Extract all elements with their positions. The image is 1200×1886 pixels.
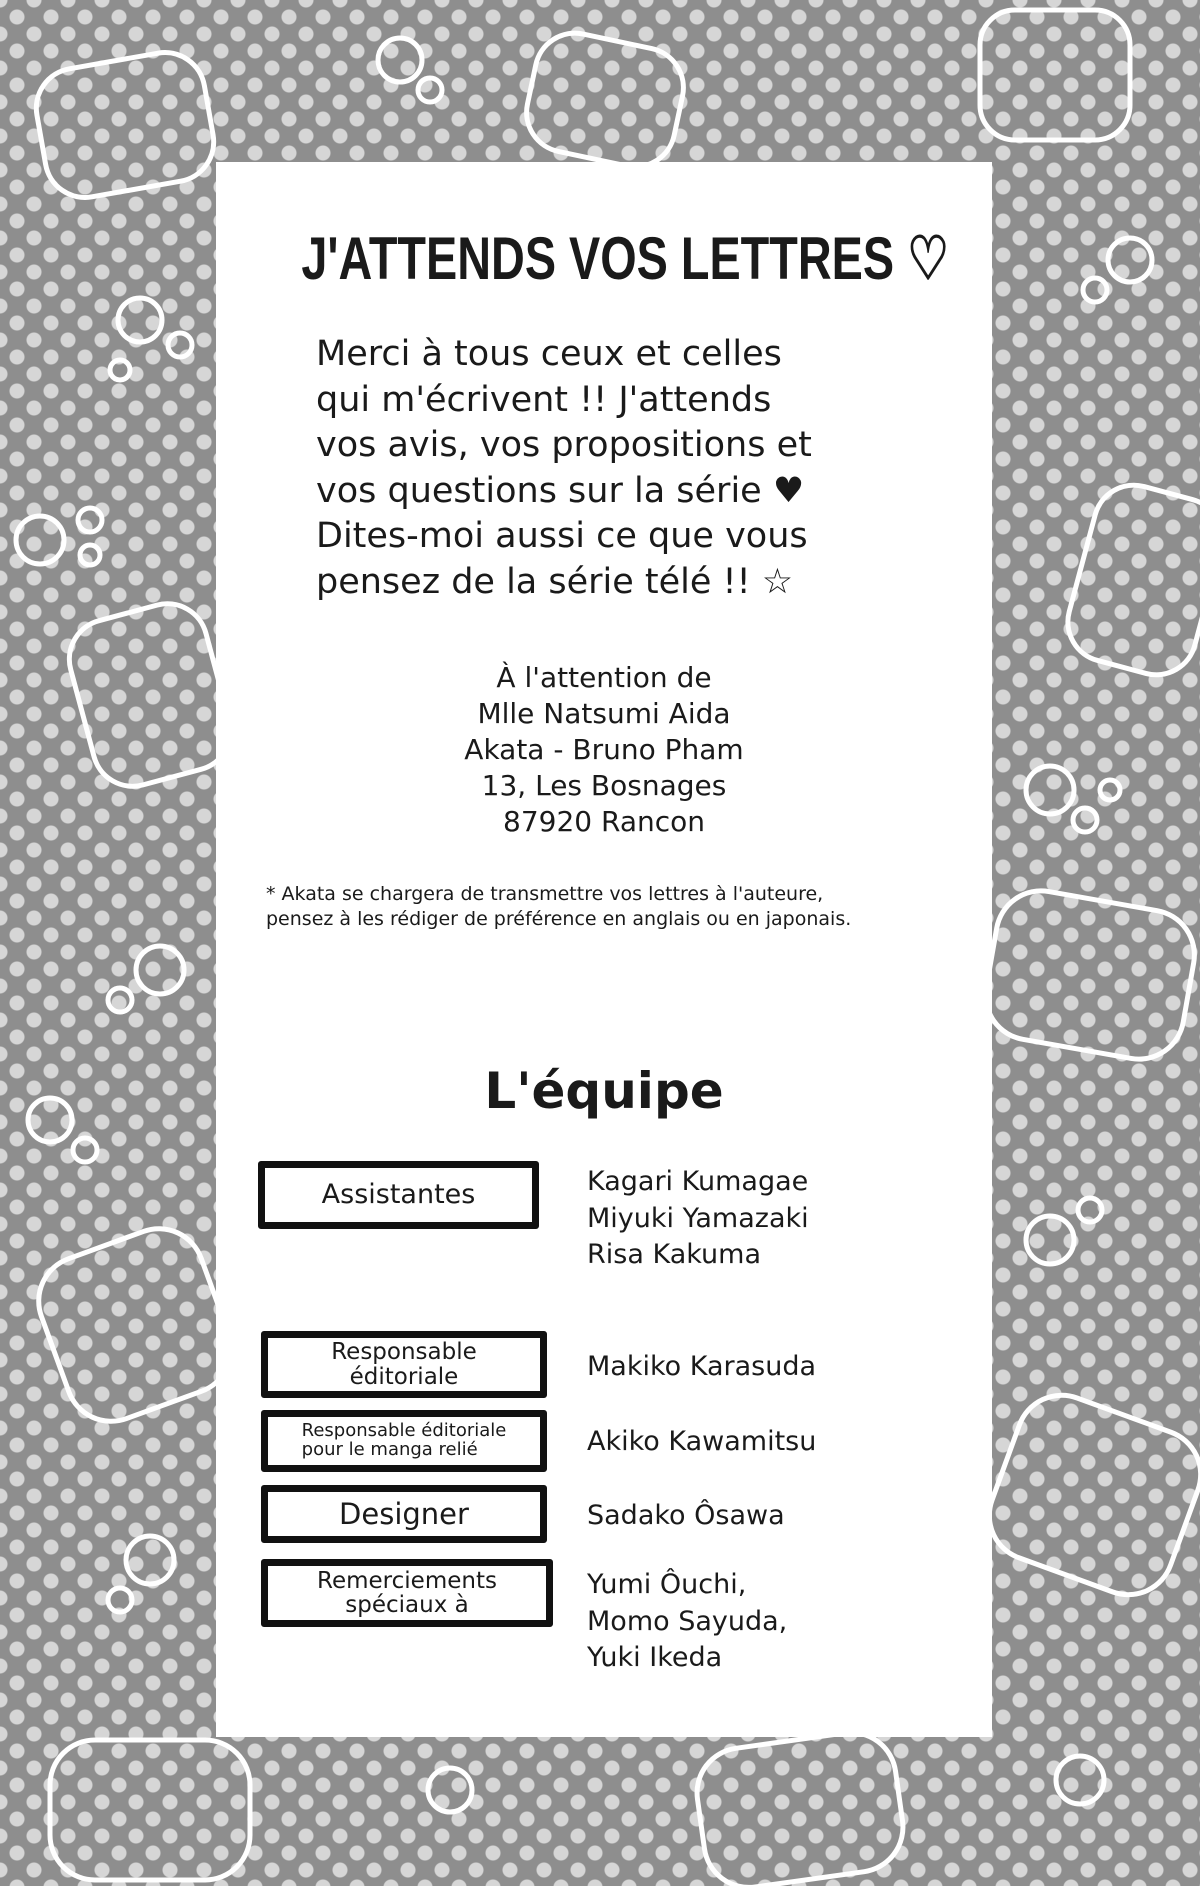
message-line: Merci à tous ceux et celles bbox=[316, 334, 782, 374]
names-assistantes bbox=[587, 1164, 809, 1274]
message-paragraph bbox=[316, 332, 812, 605]
team-heading: L'équipe bbox=[484, 1062, 724, 1120]
names-editor bbox=[587, 1349, 816, 1386]
address-line: Akata - Bruno Pham bbox=[464, 733, 744, 766]
address-line: À l'attention de bbox=[496, 661, 712, 694]
address-line: 13, Les Bosnages bbox=[481, 769, 727, 802]
person-name: Risa Kakuma bbox=[587, 1239, 761, 1270]
footnote-line: pensez à les rédiger de préférence en anglais ou en japonais. bbox=[266, 908, 852, 930]
person-name: Yuki Ikeda bbox=[587, 1642, 723, 1673]
role-box-thanks bbox=[261, 1559, 553, 1627]
person-name: Yumi Ôuchi, bbox=[587, 1569, 747, 1600]
person-name: Sadako Ôsawa bbox=[587, 1500, 785, 1531]
person-name: Miyuki Yamazaki bbox=[587, 1202, 809, 1234]
message-line: vos questions sur la série ♥ bbox=[316, 470, 805, 511]
address-line: Mlle Natsumi Aida bbox=[477, 697, 731, 730]
role-box-bound-editor bbox=[261, 1410, 547, 1472]
message-line: pensez de la série télé !! ☆ bbox=[316, 561, 794, 602]
role-label: spéciaux à bbox=[345, 1592, 469, 1618]
role-label: Responsable éditoriale bbox=[301, 1420, 507, 1442]
names-thanks bbox=[587, 1567, 787, 1677]
role-label: éditoriale bbox=[349, 1363, 459, 1390]
message-line: qui m'écrivent !! J'attends bbox=[316, 379, 772, 420]
names-bound-editor bbox=[587, 1424, 816, 1461]
role-box-assistantes bbox=[258, 1161, 539, 1229]
role-label: Assistantes bbox=[321, 1178, 476, 1210]
address-line: 87920 Rancon bbox=[503, 805, 705, 838]
message-line: Dites-moi aussi ce que vous bbox=[316, 516, 808, 556]
person-name: Akiko Kawamitsu bbox=[587, 1426, 817, 1457]
footnote bbox=[266, 882, 851, 932]
names-designer bbox=[587, 1498, 785, 1535]
person-name: Momo Sayuda, bbox=[587, 1605, 788, 1637]
person-name: Makiko Karasuda bbox=[587, 1351, 817, 1382]
postal-address bbox=[216, 660, 992, 840]
role-box-editor bbox=[261, 1331, 547, 1398]
role-label: Designer bbox=[339, 1496, 469, 1531]
role-label: Responsable bbox=[331, 1339, 477, 1366]
message-line: vos avis, vos propositions et bbox=[316, 425, 812, 465]
footnote-line: * Akata se chargera de transmettre vos lettres à l'auteure, bbox=[266, 883, 824, 905]
page-title: J'ATTENDS VOS LETTRES ♡ bbox=[301, 225, 950, 292]
role-label: pour le manga relié bbox=[301, 1439, 478, 1460]
role-label: Remerciements bbox=[317, 1567, 497, 1594]
letters-panel bbox=[216, 162, 992, 1737]
person-name: Kagari Kumagae bbox=[587, 1166, 809, 1197]
role-box-designer bbox=[261, 1485, 547, 1543]
